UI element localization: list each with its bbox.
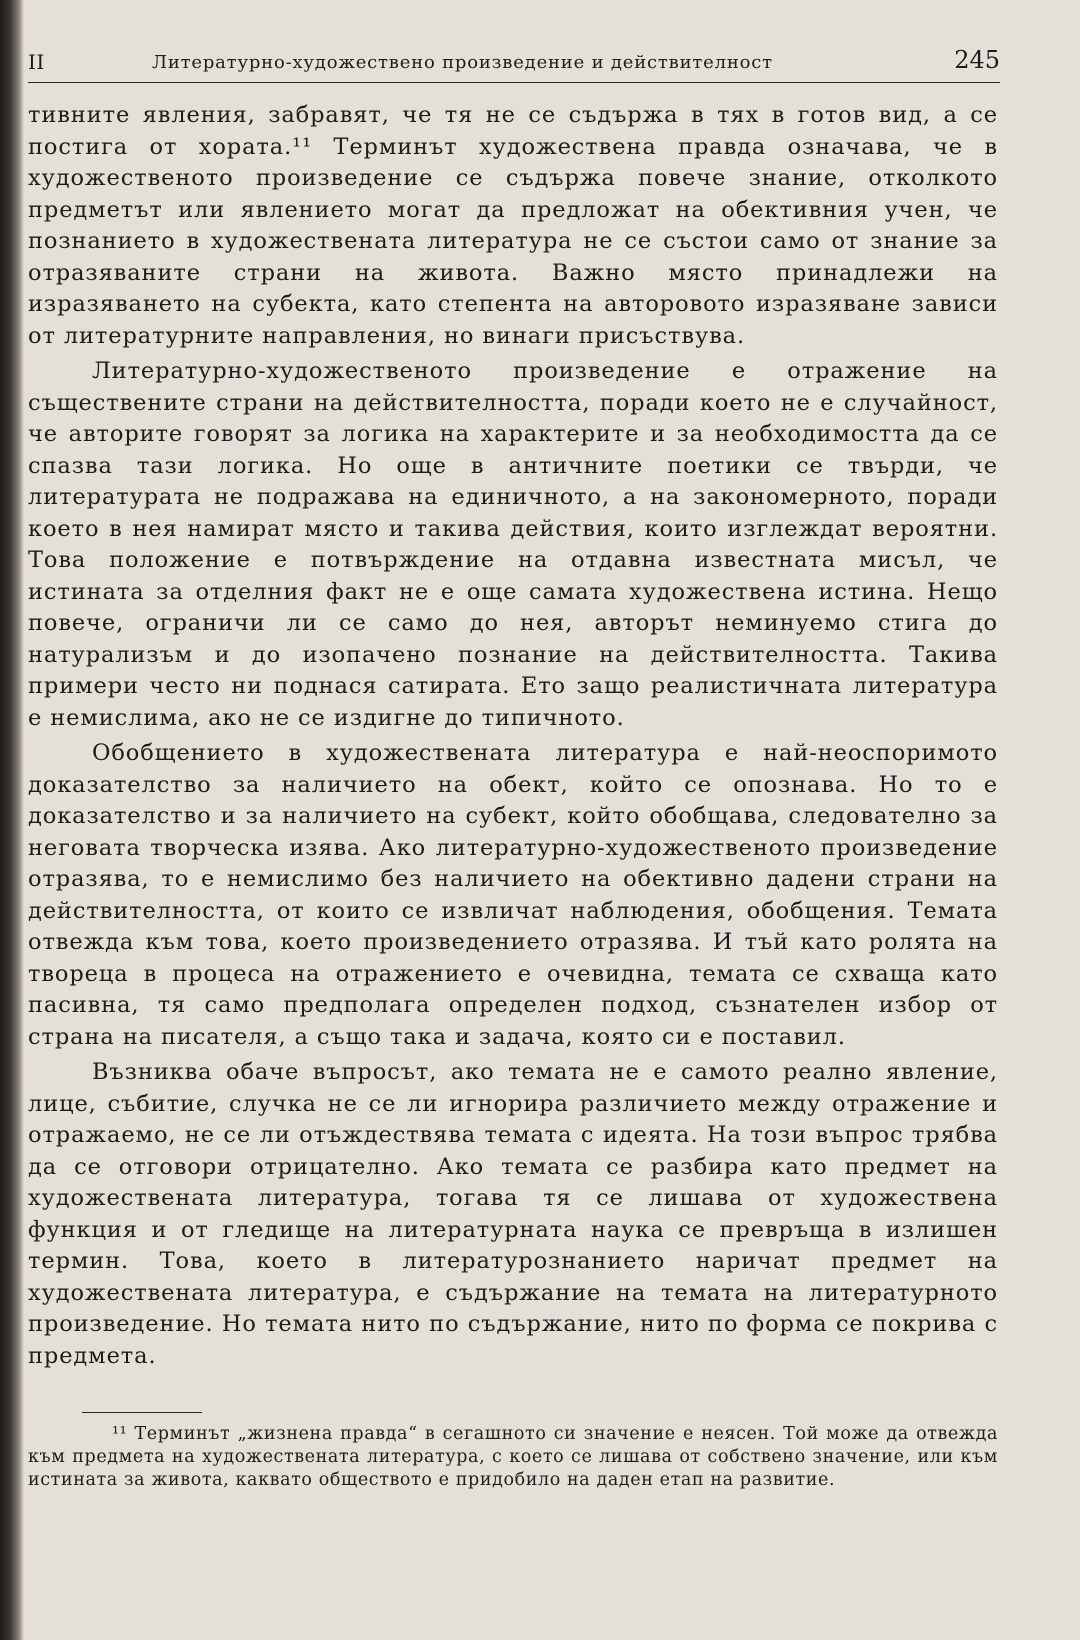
book-binding-shadow [0, 0, 24, 1640]
running-header [28, 44, 1000, 83]
main-text [28, 100, 998, 1376]
paragraph: Обобщението в художествената литература е най-неоспоримото доказателство за наличието на обект, който се опознава. Но то е доказателство и за наличието на субект, който обобщава, следователно за неговата творческа изява. Ако литературно-художественото произведение отразява, то е немислимо без наличието на обективно дадени страни на действителността, от които се извличат наблюдения, обобщения. Темата отвежда към това, което произведението отразява. И тъй като ролята на твореца в процеса на отражението е очевидна, темата се схваща като пасивна, тя само предполага определен подход, съзнателен избор от страна на писателя, а също така и задача, която си е поставил. [28, 740, 998, 1050]
page-number: 245 [954, 46, 1000, 74]
footnote-rule [82, 1412, 202, 1413]
footnote: ¹¹ Терминът „жизнена правда“ в сегашното си значение е неясен. Той може да отвежда към предмета на художествената литература, с което се лишава от собствено значение, или към истината за живота, каквато обществото е придобило на даден етап на развитие. [28, 1424, 998, 1490]
footnotes [28, 1412, 998, 1492]
paragraph: Литературно-художественото произведение е отражение на съществените страни на действителността, поради което не е случайност, че авторите говорят за логика на характерите и за необходимостта да се спазва тази логика. Но още в античните поетики се твърди, че литературата не подражава на единичното, а на закономерното, поради което в нея намират място и такива действия, които изглеждат вероятни. Това положение е потвърждение на отдавна известната мисъл, че истината за отделния факт не е още самата художествена истина. Нещо повече, ограничи ли се само до нея, авторът неминуемо стига до натурализъм и до изопачено познание на действителността. Такива примери често ни поднася сатирата. Ето защо реалистичната литература е немислима, ако не се издигне до типичното. [28, 358, 998, 731]
paragraph: Възниква обаче въпросът, ако темата не е самото реално явление, лице, събитие, случка не се ли игнорира различието между отражение и отражаемо, не се ли отъждествява темата с идеята. На този въпрос трябва да се отговори отрицателно. Ако темата се разбира като предмет на художествената литература, тогава тя се лишава от художествена функция и от гледище на литературната наука се превръща в излишен термин. Това, което в литературознанието наричат предмет на художествената литература, е съдържание на темата на литературното произведение. Но темата нито по съдържание, нито по форма се покрива с предмета. [28, 1059, 998, 1369]
running-title: Литературно-художествено произведение и действителност [152, 52, 773, 73]
chapter-number: II [28, 50, 45, 74]
paragraph-continued: тивните явления, забравят, че тя не се съдържа в тях в готов вид, а се постига от хората.¹¹ Терминът художествена правда означава, че в художественото произведение се съдържа повече знание, отколкото предметът или явлението могат да предложат на обективния учен, че познанието в художествената литература не се състои само от знание за отразяваните страни на живота. Важно място принадлежи на изразяването на субекта, като степента на авторовото изразяване зависи от литературните направления, но винаги присъствува. [28, 102, 998, 349]
book-page [28, 0, 1028, 1640]
